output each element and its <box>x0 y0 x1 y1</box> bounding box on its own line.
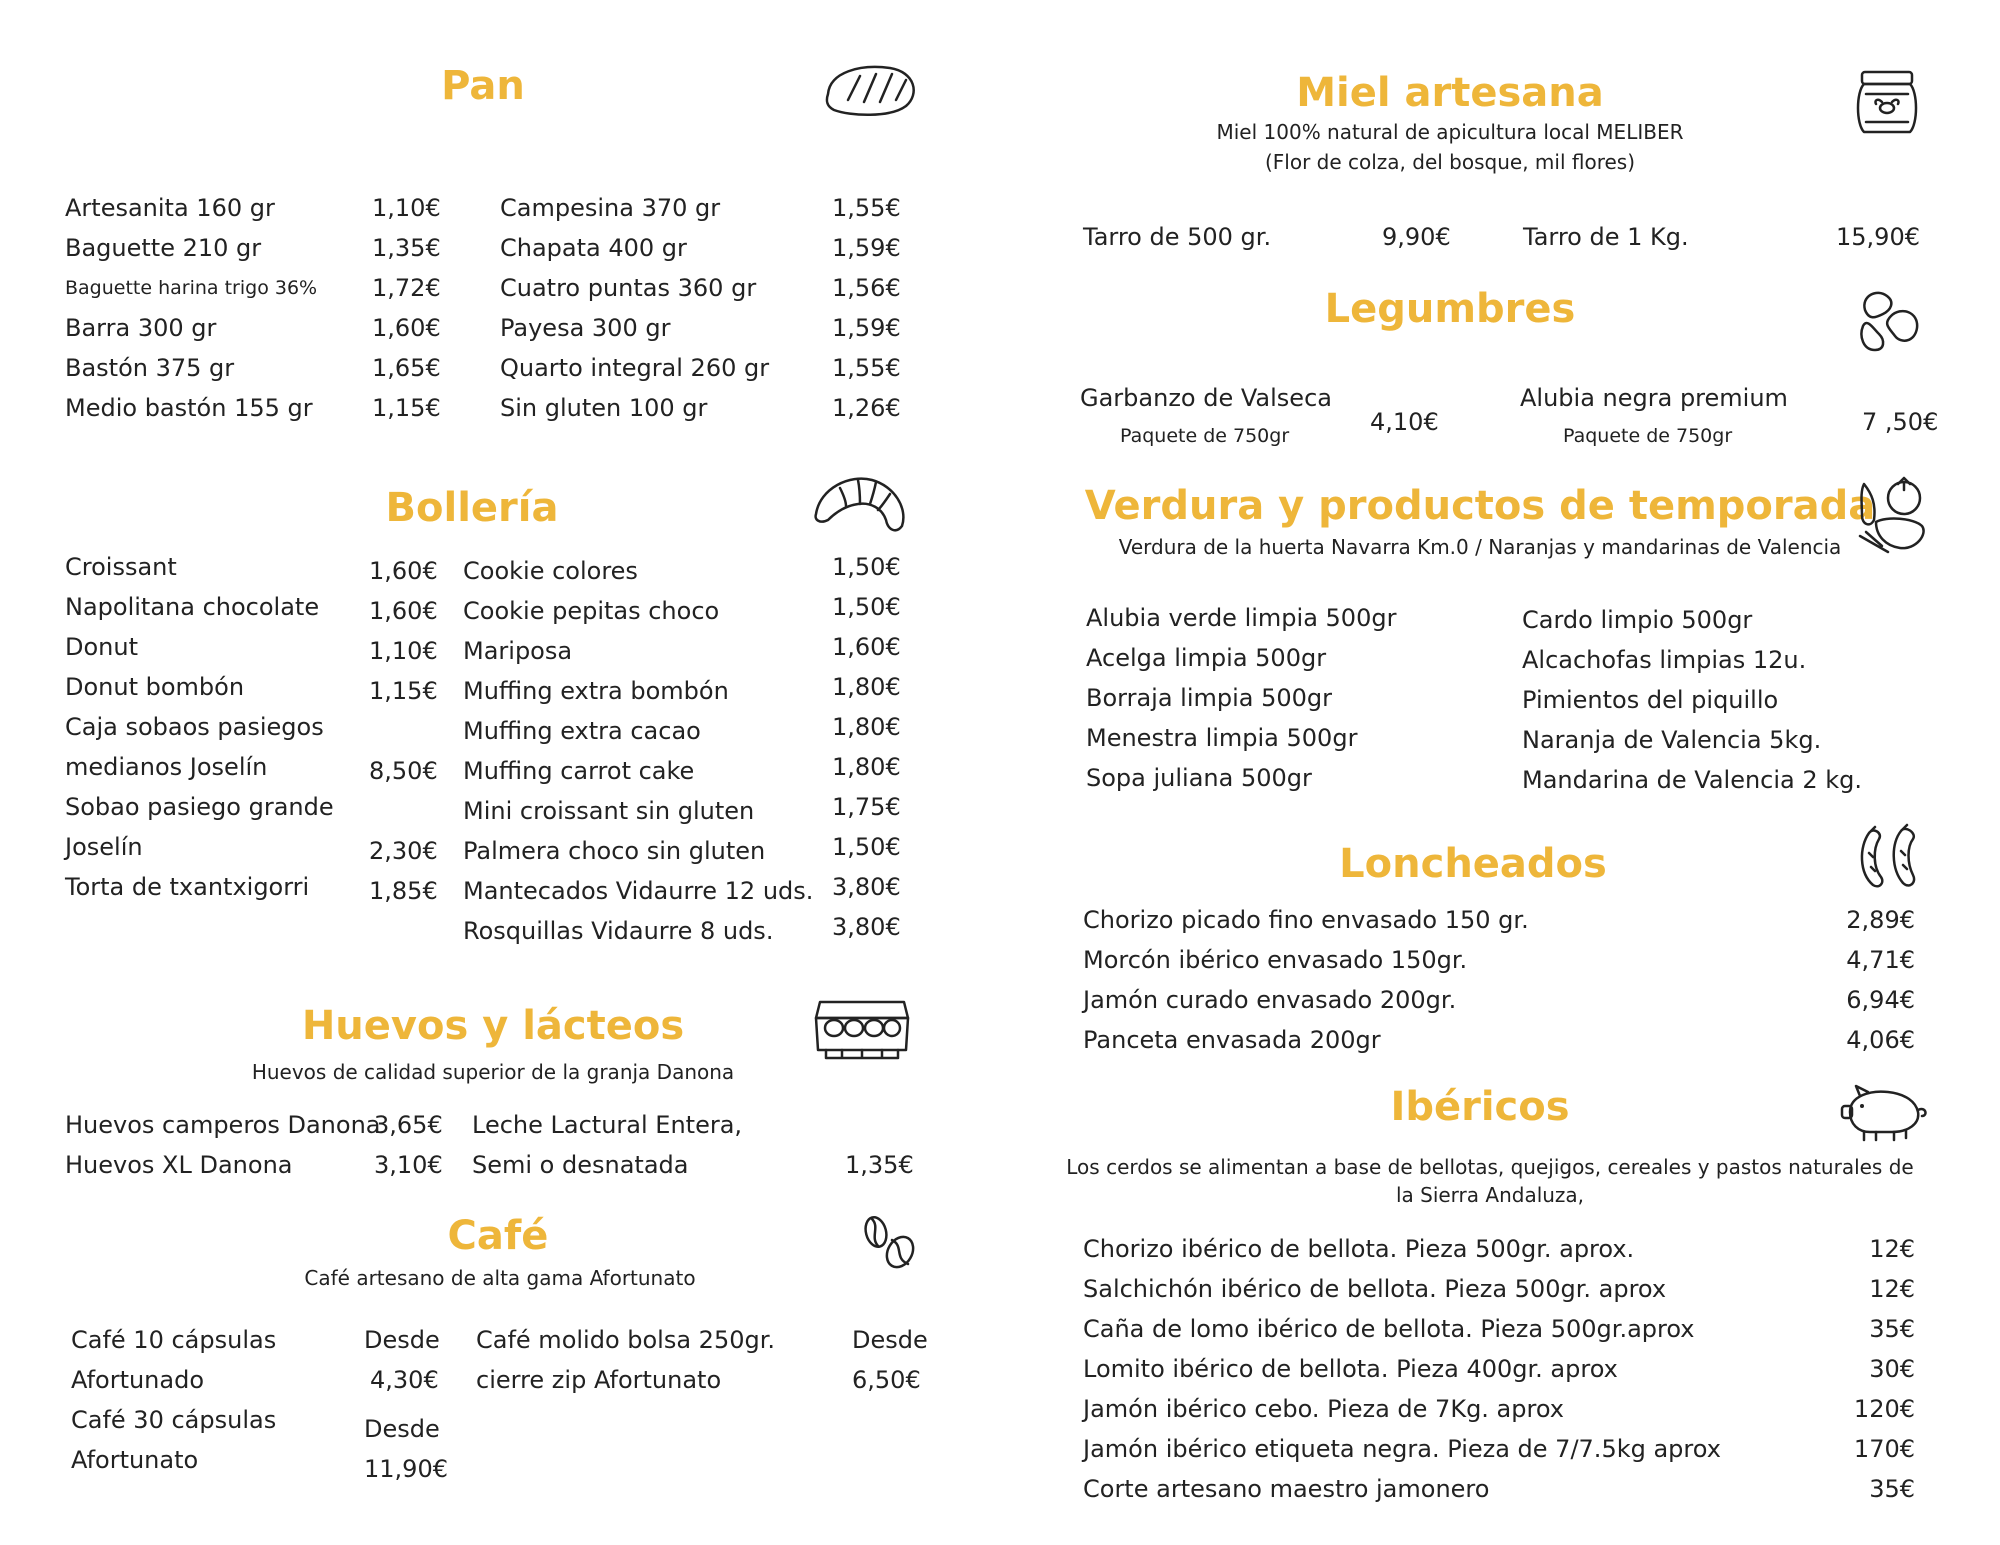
price: 120€ <box>1853 1395 1915 1423</box>
price: 1,26€ <box>832 394 901 422</box>
price: 2,89€ <box>1846 906 1915 934</box>
section-subtitle-huevos: Huevos de calidad superior de la granja Danona <box>251 1060 735 1084</box>
price: 4,30€ <box>370 1366 439 1394</box>
bread-icon <box>820 60 920 120</box>
price: 12€ <box>1869 1275 1915 1303</box>
list-item: Muffing extra cacao <box>463 717 701 745</box>
price: 1,56€ <box>832 274 901 302</box>
section-title-loncheados: Loncheados <box>1339 841 1607 887</box>
price: 1,10€ <box>372 194 441 222</box>
list-item: Corte artesano maestro jamonero <box>1083 1475 1490 1503</box>
list-item: Baguette harina trigo 36% <box>65 277 318 299</box>
price: 9,90€ <box>1382 223 1451 251</box>
price: 1,15€ <box>369 677 438 705</box>
list-item: Jamón curado envasado 200gr. <box>1083 986 1457 1014</box>
pig-icon <box>1840 1082 1930 1142</box>
section-title-miel: Miel artesana <box>1296 70 1604 116</box>
list-item: Palmera choco sin gluten <box>463 837 766 865</box>
price: 170€ <box>1853 1435 1915 1463</box>
list-item: Joselín <box>65 833 143 861</box>
price: 1,55€ <box>832 194 901 222</box>
section-title-cafe: Café <box>447 1213 549 1259</box>
beans-icon <box>1855 286 1925 356</box>
price: 1,15€ <box>372 394 441 422</box>
price: 1,60€ <box>832 633 901 661</box>
list-item: Artesanita 160 gr <box>65 194 275 222</box>
list-item: Naranja de Valencia 5kg. <box>1522 726 1822 754</box>
price: 1,60€ <box>372 314 441 342</box>
list-item: Borraja limpia 500gr <box>1086 684 1333 712</box>
list-item: Lomito ibérico de bellota. Pieza 400gr. aprox <box>1083 1355 1618 1383</box>
list-item: Muffing carrot cake <box>463 757 695 785</box>
list-item: Barra 300 gr <box>65 314 217 342</box>
price: 2,30€ <box>369 837 438 865</box>
section-title-pan: Pan <box>441 63 525 109</box>
list-item: Chorizo picado fino envasado 150 gr. <box>1083 906 1529 934</box>
section-title-ibericos: Ibéricos <box>1390 1084 1570 1130</box>
price: 12€ <box>1869 1235 1915 1263</box>
price-label: Desde <box>852 1326 928 1354</box>
list-item-detail: Paquete de 750gr <box>1563 425 1733 447</box>
price: 1,60€ <box>369 597 438 625</box>
list-item: Huevos camperos Danona <box>65 1111 381 1139</box>
list-item: Medio bastón 155 gr <box>65 394 313 422</box>
list-item: Garbanzo de Valseca <box>1080 384 1332 412</box>
list-item: Campesina 370 gr <box>500 194 721 222</box>
price: 1,50€ <box>832 593 901 621</box>
list-item: Sobao pasiego grande <box>65 793 334 821</box>
section-title-huevos: Huevos y lácteos <box>301 1003 685 1049</box>
price: 1,85€ <box>369 877 438 905</box>
section-subtitle-miel-2: (Flor de colza, del bosque, mil flores) <box>1264 150 1636 174</box>
list-item: Bastón 375 gr <box>65 354 235 382</box>
section-subtitle-miel: Miel 100% natural de apicultura local MELIBER <box>1216 120 1684 144</box>
list-item: Mini croissant sin gluten <box>463 797 755 825</box>
section-subtitle-verdura: Verdura de la huerta Navarra Km.0 / Naranjas y mandarinas de Valencia <box>1118 535 1842 559</box>
list-item: Donut bombón <box>65 673 245 701</box>
section-subtitle-ibericos-2: la Sierra Andaluza, <box>1395 1183 1585 1207</box>
list-item: Sin gluten 100 gr <box>500 394 708 422</box>
egg-carton-icon <box>812 992 912 1062</box>
section-title-verdura: Verdura y productos de temporada <box>1084 483 1876 529</box>
price: 6,50€ <box>852 1366 921 1394</box>
list-item: Alubia negra premium <box>1520 384 1788 412</box>
price: 7 ,50€ <box>1862 408 1939 436</box>
price: 35€ <box>1869 1475 1915 1503</box>
list-item: Café molido bolsa 250gr. <box>476 1326 776 1354</box>
price: 4,71€ <box>1846 946 1915 974</box>
price: 11,90€ <box>364 1455 448 1483</box>
list-item: Croissant <box>65 553 177 581</box>
list-item: Morcón ibérico envasado 150gr. <box>1083 946 1468 974</box>
croissant-icon <box>810 468 910 538</box>
price: 1,80€ <box>832 673 901 701</box>
coffee-beans-icon <box>858 1212 928 1272</box>
price: 6,94€ <box>1846 986 1915 1014</box>
price: 3,80€ <box>832 913 901 941</box>
price: 1,80€ <box>832 713 901 741</box>
list-item: Torta de txantxigorri <box>65 873 310 901</box>
list-item: Donut <box>65 633 138 661</box>
list-item: Tarro de 1 Kg. <box>1523 223 1689 251</box>
price: 4,06€ <box>1846 1026 1915 1054</box>
section-title-bolleria: Bollería <box>385 485 559 531</box>
list-item: Salchichón ibérico de bellota. Pieza 500gr. aprox <box>1083 1275 1667 1303</box>
list-item: Café 10 cápsulas <box>71 1326 277 1354</box>
list-item: Jamón ibérico etiqueta negra. Pieza de 7/7.5kg aprox <box>1083 1435 1721 1463</box>
price: 4,10€ <box>1370 408 1439 436</box>
list-item: Menestra limpia 500gr <box>1086 724 1358 752</box>
list-item: Alubia verde limpia 500gr <box>1086 604 1397 632</box>
list-item: Alcachofas limpias 12u. <box>1522 646 1807 674</box>
list-item: Cardo limpio 500gr <box>1522 606 1753 634</box>
list-item: Tarro de 500 gr. <box>1083 223 1272 251</box>
price: 1,75€ <box>832 793 901 821</box>
price: 1,60€ <box>369 557 438 585</box>
list-item: Semi o desnatada <box>472 1151 689 1179</box>
sausage-icon <box>1855 823 1925 893</box>
list-item: Leche Lactural Entera, <box>472 1111 743 1139</box>
list-item: Baguette 210 gr <box>65 234 262 262</box>
list-item: Caja sobaos pasiegos <box>65 713 324 741</box>
list-item-detail: Paquete de 750gr <box>1120 425 1290 447</box>
list-item: medianos Joselín <box>65 753 268 781</box>
price: 1,10€ <box>369 637 438 665</box>
price-label: Desde <box>364 1326 440 1354</box>
list-item: Pimientos del piquillo <box>1522 686 1779 714</box>
list-item: Huevos XL Danona <box>65 1151 293 1179</box>
list-item: Afortunado <box>71 1366 205 1394</box>
list-item: Mantecados Vidaurre 12 uds. <box>463 877 814 905</box>
section-subtitle-ibericos: Los cerdos se alimentan a base de bellotas, quejigos, cereales y pastos naturales de <box>1066 1155 1914 1179</box>
list-item: Afortunato <box>71 1446 199 1474</box>
price: 1,65€ <box>372 354 441 382</box>
list-item: Panceta envasada 200gr <box>1083 1026 1381 1054</box>
list-item: Mariposa <box>463 637 573 665</box>
price: 1,35€ <box>845 1151 914 1179</box>
list-item: Chapata 400 gr <box>500 234 687 262</box>
price: 1,35€ <box>372 234 441 262</box>
list-item: Muffing extra bombón <box>463 677 729 705</box>
section-title-legumbres: Legumbres <box>1324 286 1576 332</box>
price: 1,59€ <box>832 314 901 342</box>
list-item: Chorizo ibérico de bellota. Pieza 500gr. aprox. <box>1083 1235 1635 1263</box>
price: 1,59€ <box>832 234 901 262</box>
price: 30€ <box>1869 1355 1915 1383</box>
list-item: Caña de lomo ibérico de bellota. Pieza 500gr.aprox <box>1083 1315 1695 1343</box>
price: 35€ <box>1869 1315 1915 1343</box>
price: 1,50€ <box>832 833 901 861</box>
list-item: Quarto integral 260 gr <box>500 354 770 382</box>
list-item: Mandarina de Valencia 2 kg. <box>1522 766 1863 794</box>
list-item: Cookie colores <box>463 557 638 585</box>
price: 1,72€ <box>372 274 441 302</box>
price: 8,50€ <box>369 757 438 785</box>
price: 1,55€ <box>832 354 901 382</box>
price: 1,80€ <box>832 753 901 781</box>
price: 1,50€ <box>832 553 901 581</box>
list-item: Cuatro puntas 360 gr <box>500 274 757 302</box>
list-item: Sopa juliana 500gr <box>1086 764 1312 792</box>
honey-jar-icon <box>1852 68 1922 138</box>
list-item: Café 30 cápsulas <box>71 1406 277 1434</box>
list-item: Payesa 300 gr <box>500 314 671 342</box>
list-item: Acelga limpia 500gr <box>1086 644 1327 672</box>
price: 15,90€ <box>1836 223 1920 251</box>
list-item: Rosquillas Vidaurre 8 uds. <box>463 917 774 945</box>
price: 3,10€ <box>374 1151 443 1179</box>
list-item: cierre zip Afortunato <box>476 1366 722 1394</box>
price: 3,65€ <box>374 1111 443 1139</box>
list-item: Napolitana chocolate <box>65 593 320 621</box>
list-item: Jamón ibérico cebo. Pieza de 7Kg. aprox <box>1083 1395 1564 1423</box>
section-subtitle-cafe: Café artesano de alta gama Afortunato <box>304 1266 696 1290</box>
price-label: Desde <box>364 1415 440 1443</box>
list-item: Cookie pepitas choco <box>463 597 720 625</box>
price: 3,80€ <box>832 873 901 901</box>
